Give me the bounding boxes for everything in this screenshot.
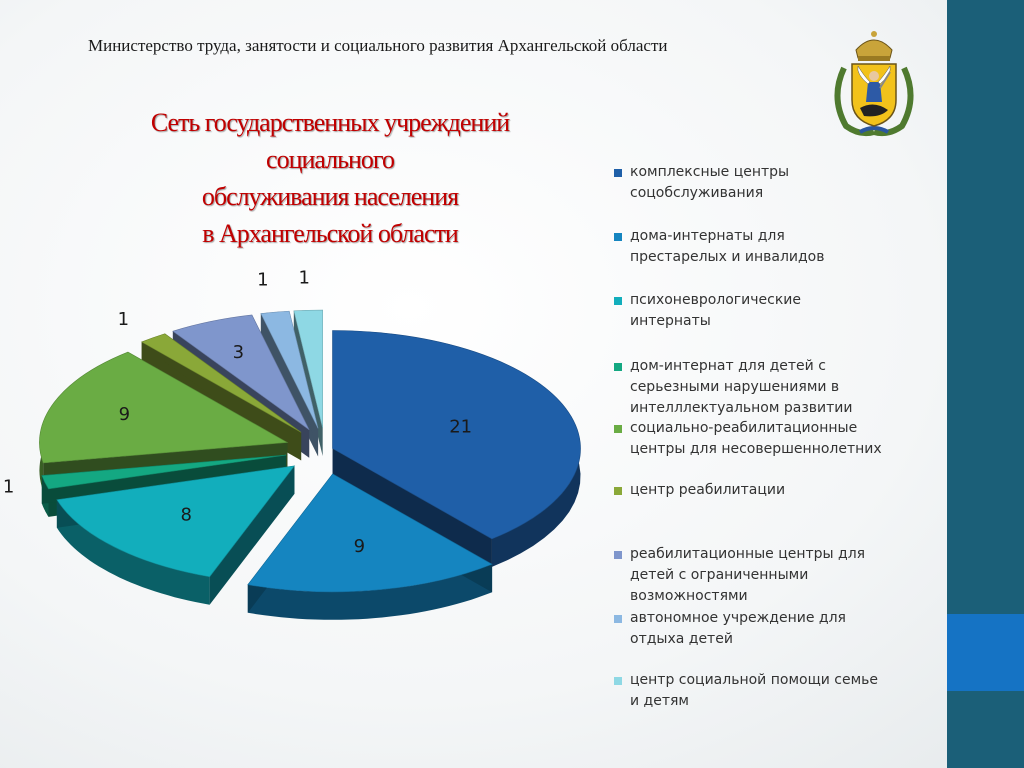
title-line: социального (266, 145, 394, 174)
title-line: обслуживания населения (201, 182, 459, 211)
legend-label: центр реабилитации (630, 482, 786, 498)
legend-label: психоневрологические интернаты (630, 292, 801, 329)
legend-label: автономное учреждение для отдыха детей (630, 610, 846, 647)
data-label: 21 (449, 416, 473, 438)
legend-swatch (614, 615, 622, 623)
legend-label: комплексные центры соцобслуживания (630, 164, 790, 201)
legend-swatch (614, 363, 622, 371)
legend-label: дома-интернаты для престарелых и инвалидов (630, 228, 825, 265)
legend-swatch (614, 233, 622, 241)
data-label: 1 (2, 476, 15, 498)
legend-swatch (614, 677, 622, 685)
data-label: 1 (117, 308, 130, 330)
legend-swatch (614, 169, 622, 177)
data-label: 3 (232, 341, 245, 363)
legend-swatch (614, 551, 622, 559)
data-label: 1 (257, 269, 269, 291)
ministry-header: Министерство труда, занятости и социального развития Архангельской области (88, 36, 668, 55)
data-label: 9 (118, 404, 131, 426)
legend-label: реабилитационные центры для детей с ограниченными возможностями (630, 546, 866, 604)
title-line: в Архангельской области (202, 219, 458, 248)
legend-label: центр социальной помощи семье и детям (630, 672, 879, 709)
legend-swatch (614, 425, 622, 433)
title-line: Сеть государственных учреждений (150, 108, 510, 137)
legend-label: социально-реабилитационные центры для несовершеннолетних (630, 420, 882, 457)
legend-swatch (614, 297, 622, 305)
legend-swatch (614, 487, 622, 495)
legend-label: дом-интернат для детей с серьезными нарушениями в интелллектуальном развитии (630, 358, 853, 416)
data-label: 1 (298, 267, 310, 289)
data-label: 8 (180, 504, 192, 526)
data-label: 9 (353, 535, 366, 557)
